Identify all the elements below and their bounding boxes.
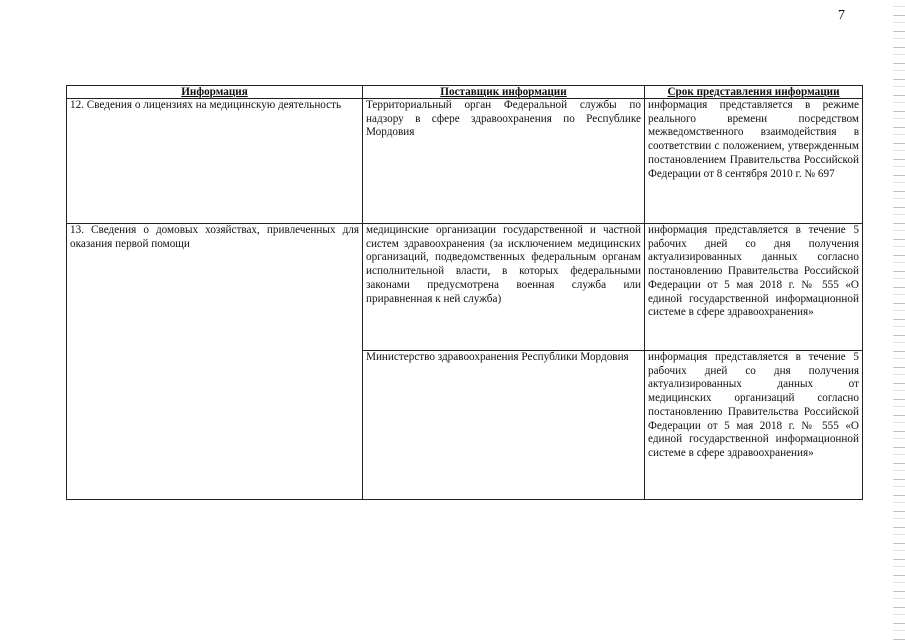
row-12-deadline: информация представляется в режиме реального времени посредством межведомственного взаимодействия в соответствии с положением, утвержденным постановлением Правительства Российской Федерации от 8 сентября 2010 г. № 697 [645, 99, 863, 224]
header-row [67, 86, 863, 99]
table-row [67, 99, 863, 224]
scan-edge-artifact [893, 0, 905, 640]
row-13-deadline-1: информация представляется в течение 5 рабочих дней со дня получения актуализированных данных согласно постановлению Правительства Российской Федерации от 5 мая 2018 г. № 555 «О единой государственной информационной системе в сфере здравоохранения» [645, 224, 863, 351]
header-information: Информация [67, 86, 363, 99]
row-12-info: 12. Сведения о лицензиях на медицинскую деятельность [67, 99, 363, 224]
page-number: 7 [838, 8, 845, 23]
row-12-provider: Территориальный орган Федеральной службы по надзору в сфере здравоохранения по Республике Мордовия [363, 99, 645, 224]
header-provider: Поставщик информации [363, 86, 645, 99]
row-13-provider-1: медицинские организации государственной и частной систем здравоохранения (за исключением медицинских организаций, подведомственных федеральным органам исполнительной власти, в которых федеральными законами предусмотрена военная служба или приравненная к ней служба) [363, 224, 645, 351]
row-13-info: 13. Сведения о домовых хозяйствах, привлеченных для оказания первой помощи [67, 224, 363, 500]
row-13-provider-2: Министерство здравоохранения Республики Мордовия [363, 351, 645, 500]
header-deadline: Срок представления информации [645, 86, 863, 99]
table-header [67, 86, 863, 99]
table-row [67, 224, 863, 351]
information-table [66, 85, 863, 500]
table-body [67, 99, 863, 500]
row-13-deadline-2: информация представляется в течение 5 рабочих дней со дня получения актуализированных данных от медицинских организаций согласно постановлению Правительства Российской Федерации от 5 мая 2018 г. № 555 «О единой государственной информационной системе в сфере здравоохранения» [645, 351, 863, 500]
